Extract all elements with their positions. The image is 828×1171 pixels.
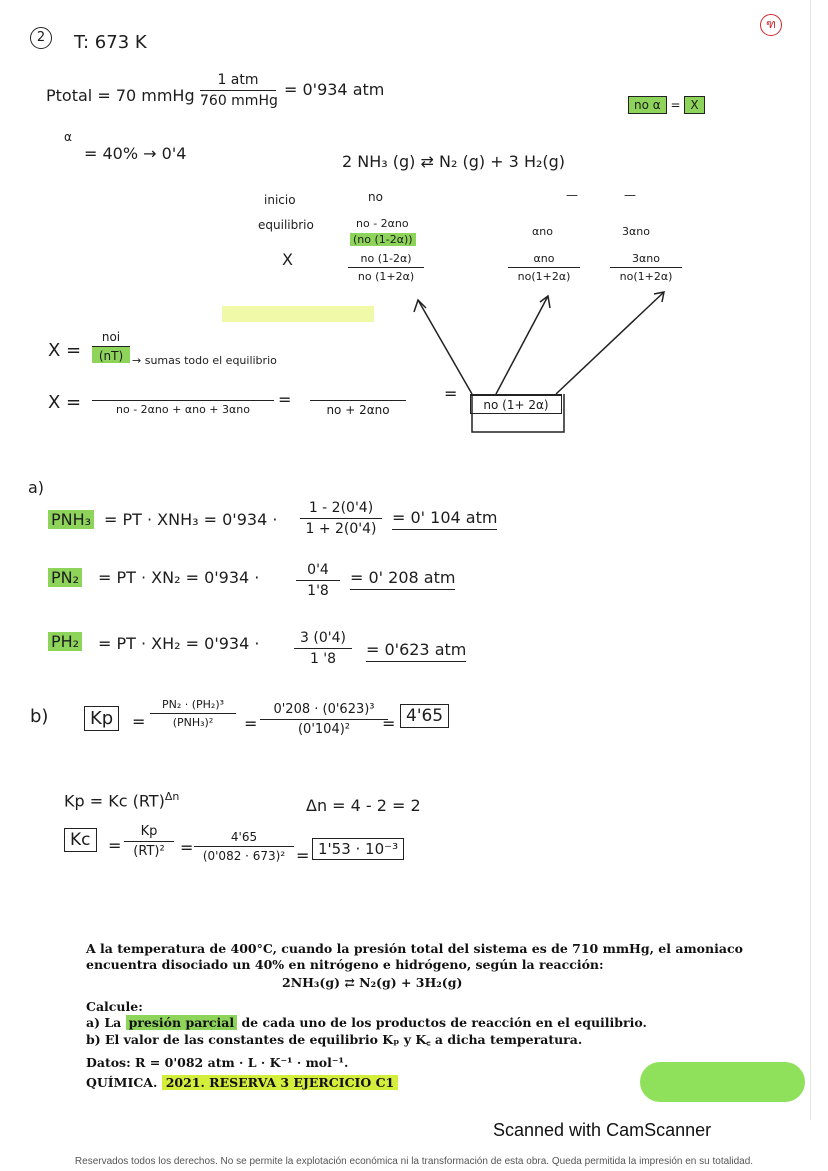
statement-reaction: 2NH₃(g) ⇄ N₂(g) + 3H₂(g)	[282, 975, 463, 990]
copyright-footer: Reservados todos los derechos. No se permite la explotación económica ni la transformación de esta obra. Queda permitida la impresión en su totalidad.	[74, 1156, 754, 1167]
h2-x: 3αno no(1+2α)	[610, 252, 682, 283]
nh3-eq1: no - 2αno	[356, 217, 409, 230]
statement-source: QUÍMICA. 2021. RESERVA 3 EJERCICIO C1	[86, 1075, 398, 1090]
p-nh3-mid: = PT · XNH₃ = 0'934 ·	[104, 510, 278, 529]
key-left: no α	[628, 96, 667, 114]
p-h2-mid: = PT · XH₂ = 0'934 ·	[98, 634, 260, 653]
corner-mark: ฑ	[760, 14, 782, 36]
n2-x: αno no(1+2α)	[508, 252, 580, 283]
key-right: X	[684, 96, 704, 114]
conversion-den: 760 mmHg	[200, 93, 278, 109]
kp-eq2: =	[244, 714, 258, 733]
x-eq2: =	[444, 384, 458, 403]
alpha-value: = 40% → 0'4	[84, 144, 187, 163]
x-boxed-frac: no (1+ 2α)	[470, 382, 562, 414]
statement-datos: Datos: R = 0'082 atm · L · K⁻¹ · mol⁻¹.	[86, 1055, 349, 1070]
camscanner-watermark: Scanned with CamScanner	[493, 1120, 712, 1140]
alpha-symbol: α	[64, 130, 72, 144]
exercise-statement	[64, 935, 743, 1105]
key-eq: =	[670, 98, 681, 112]
statement-line1: A la temperatura de 400°C, cuando la presión total del sistema es de 710 mmHg, el amoniaco	[86, 941, 743, 956]
n2-inicio: —	[566, 188, 578, 202]
kc-eq3: =	[296, 846, 310, 865]
x-sum-frac: no - 2αno + αno + 3αno	[92, 386, 274, 416]
p-h2-frac: $\frac{3 (0'4)}{1 '8}$	[294, 630, 352, 667]
kp-symbol: Kp	[84, 708, 119, 729]
green-highlight-blob	[640, 1062, 805, 1102]
p-nh3-result: = 0' 104 atm	[392, 508, 497, 527]
p-nh3-lhs: PNH₃	[48, 510, 94, 529]
kp-eq: =	[132, 712, 146, 731]
delta-n: Δn = 4 - 2 = 2	[306, 796, 421, 815]
statement-line2: encuentra disociado un 40% en nitrógeno e hidrógeno, según la reacción:	[86, 957, 604, 972]
sum-note: → sumas todo el equilibrio	[132, 354, 277, 367]
row-equilibrio: equilibrio	[258, 218, 314, 232]
kp-kc-relation: Kp = Kc (RT)$^{\Delta n}$	[64, 790, 180, 811]
problem-number: 2	[30, 27, 52, 49]
p-n2-frac: $\frac{0'4}{1'8}$	[296, 562, 340, 599]
statement-calc: Calcule:	[86, 999, 143, 1014]
kc-formula: $\frac{Kp}{\text{(RT)²}}$	[124, 824, 174, 859]
row-inicio: inicio	[264, 193, 296, 207]
kc-symbol: Kc	[64, 830, 97, 850]
nh3-inicio: no	[368, 190, 383, 204]
p-h2-lhs: PH₂	[48, 632, 82, 651]
conversion-num: 1 atm	[200, 72, 276, 91]
statement-a: a) La presión parcial de cada uno de los productos de reacción en el equilibrio.	[86, 1015, 647, 1030]
kp-eq3: =	[382, 714, 396, 733]
kp-values: $\frac{\text{0'208 · (0'623)³}}{\text{(0'104)²}}$	[260, 702, 388, 737]
h2-eq: 3αno	[622, 225, 650, 238]
kc-eq2: =	[180, 838, 194, 857]
p-n2-lhs: PN₂	[48, 568, 82, 587]
kc-eq: =	[108, 836, 122, 855]
nh3-eq2: (no (1-2α))	[350, 233, 416, 246]
p-h2-result: = 0'623 atm	[366, 640, 466, 659]
pressure-label: Ptotal = 70 mmHg ·	[46, 86, 205, 105]
kc-result: 1'53 · 10⁻³	[312, 840, 404, 858]
kp-formula: PN₂ · (PH₂)³ (PNH₃)²	[150, 698, 236, 729]
row-x: X	[282, 250, 293, 269]
nh3-x: $\frac{no (1-2\alpha)}{no (1+2\alpha)}$	[348, 252, 424, 283]
p-nh3-frac: $\frac{1 - 2(0'4)}{1 + 2(0'4)}$	[300, 500, 382, 537]
n2-eq: αno	[532, 225, 553, 238]
x-sum-sym: X =	[48, 392, 82, 413]
p-n2-mid: = PT · XN₂ = 0'934 ·	[98, 568, 260, 587]
part-b-label: b)	[30, 706, 49, 727]
part-a-label: a)	[28, 478, 45, 497]
x-def-sym: X =	[48, 340, 82, 361]
temperature: T: 673 K	[74, 32, 147, 53]
pressure-result: = 0'934 atm	[284, 80, 385, 99]
x-def-frac: noi (nT)	[92, 330, 130, 363]
kp-result: 4'65	[400, 706, 449, 726]
reaction-equation: 2 NH₃ (g) ⇄ N₂ (g) + 3 H₂(g)	[342, 152, 566, 171]
statement-b: b) El valor de las constantes de equilibrio Kₚ y K꜀ a dicha temperatura.	[86, 1032, 583, 1047]
x-eq1: =	[278, 390, 292, 409]
x-result-frac: no + 2αno	[310, 386, 406, 417]
h2-inicio: —	[624, 188, 636, 202]
p-n2-result: = 0' 208 atm	[350, 568, 455, 587]
kc-values: $\frac{4'65}{\text{(0'082 · 673)²}}$	[194, 830, 294, 863]
